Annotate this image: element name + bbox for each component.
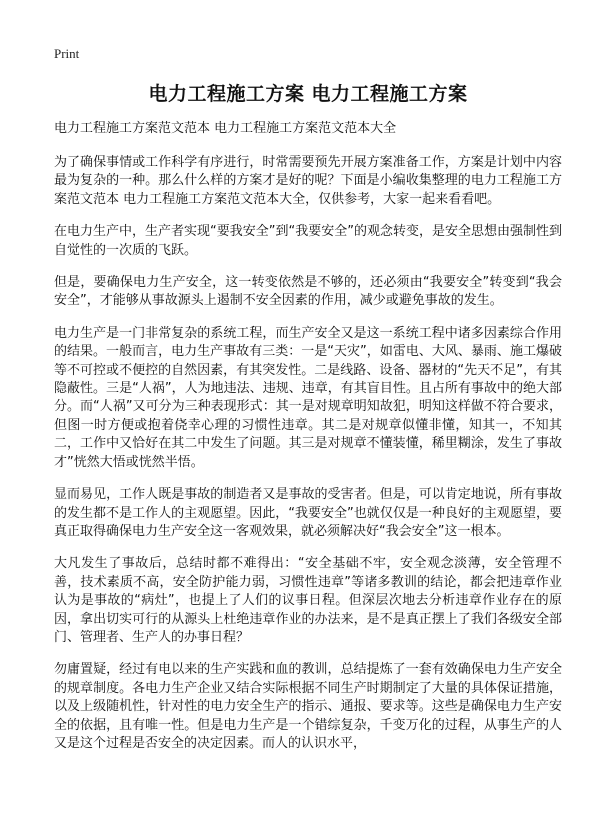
- paragraph-7: 勿庸置疑，经过有电以来的生产实践和血的教训，总结提炼了一套有效确保电力生产安全的规章制度。各电力生产企业又结合实际根据不同生产时期制定了大量的具体保证措施，以及上级随机性，针对性的电力安全生产的指示、通报、要求等。这些是确保电力生产安全的依据，且有唯一性。但是电力生产是一个错综复杂，千变万化的过程，从事生产的人又是这个过程是否安全的决定因素。而人的认识水平，: [54, 662, 562, 751]
- page-title: 电力工程施工方案 电力工程施工方案: [148, 83, 468, 105]
- print-link[interactable]: Print: [54, 46, 80, 61]
- paragraph-2: 在电力生产中，生产者实现“要我安全”到“我要安全”的观念转变，是安全思想由强制性到自觉性的一次质的飞跃。: [54, 224, 562, 258]
- paragraph-5: 显而易见，工作人既是事故的制造者又是事故的受害者。但是，可以肯定地说，所有事故的发生都不是工作人的主观愿望。因此，“我要安全”也就仅仅是一种良好的主观愿望，要真正取得确保电力生产安全这一客观效果，就必须解决好“我会安全”这一根本。: [54, 487, 562, 539]
- paragraph-3: 但是，要确保电力生产安全，这一转变依然是不够的，还必须由“我要安全”转变到“我会安全”，才能够从事故源头上遏制不安全因素的作用，减少或避免事故的发生。: [54, 275, 562, 309]
- paragraph-4: 电力生产是一门非常复杂的系统工程，而生产安全又是这一系统工程中诸多因素综合作用的结果。一般而言，电力生产事故有三类：一是“天灾”，如雷电、大风、暴雨、施工爆破等不可控或不便控的自然因素，有其突发性。二是线路、设备、器材的“先天不足”，有其隐蔽性。三是“人祸”，人为地违法、违规、违章，有其盲目性。且占所有事故中的绝大部分。而“人祸”又可分为三种表现形式：其一是对规章明知故犯，明知这样做不符合要求，但图一时方便或抱着侥幸心理的习惯性违章。其二是对规章似懂非懂，知其一，不知其二，工作中又恰好在其二中发生了问题。其三是对规章不懂装懂，稀里糊涂，发生了事故才”恍然大悟或恍然半悟。: [54, 325, 562, 470]
- paragraph-6: 大凡发生了事故后，总结时都不难得出：“安全基础不牢，安全观念淡薄，安全管理不善，技术素质不高，安全防护能力弱，习惯性违章”等诸多教训的结论，都会把违章作业认为是事故的“病灶”，也提上了人们的议事日程。但深层次地去分析违章作业存在的原因，拿出切实可行的从源头上杜绝违章作业的办法来，是不是真正摆上了我们各级安全部门、管理者、生产人的办事日程？: [54, 556, 562, 645]
- paragraph-intro: 为了确保事情或工作科学有序进行，时常需要预先开展方案准备工作，方案是计划中内容最为复杂的一种。那么什么样的方案才是好的呢？下面是小编收集整理的电力工程施工方案范文范本 电力工程施工方案范文范本大全，仅供参考，大家一起来看看吧。: [54, 155, 562, 207]
- document-subtitle: 电力工程施工方案范文范本 电力工程施工方案范文范本大全: [54, 121, 397, 136]
